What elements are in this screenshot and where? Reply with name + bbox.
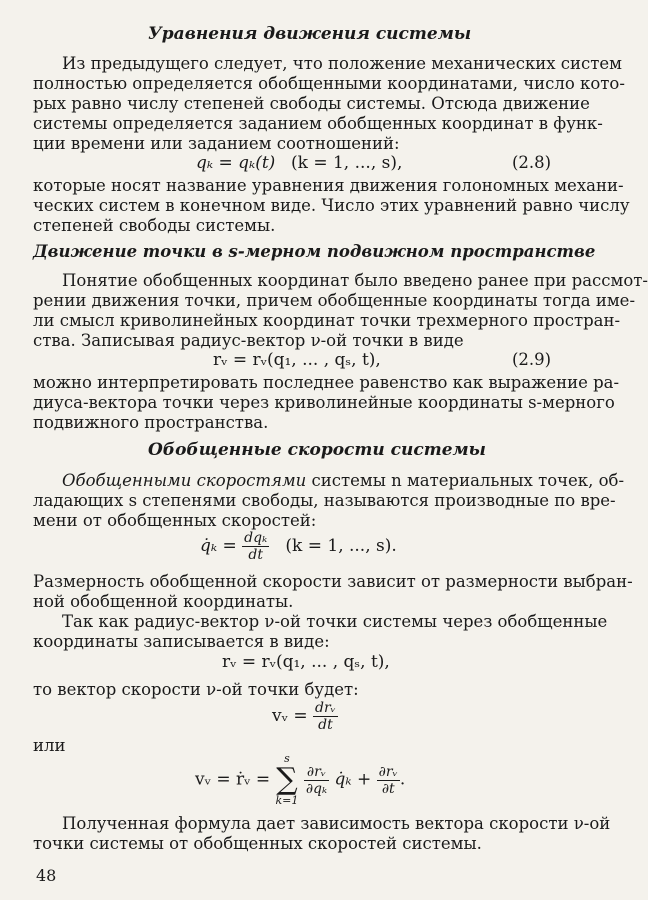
paragraph-line: подвижного пространства. bbox=[33, 413, 269, 432]
equation-number-2-9: (2.9) bbox=[512, 350, 552, 369]
equation-velocity bbox=[272, 700, 338, 733]
equation-number-2-8: (2.8) bbox=[512, 153, 552, 172]
defined-term: Обобщенными скоростями bbox=[62, 471, 307, 490]
section-heading-generalized-velocities: Обобщенные скорости системы bbox=[148, 440, 486, 460]
paragraph-line: можно интерпретировать последнее равенство как выражение ра- bbox=[33, 373, 620, 392]
paragraph-line: ства. Записывая радиус-вектор ν-ой точки в виде bbox=[33, 331, 464, 350]
paragraph-line: ческих систем в конечном виде. Число этих уравнений равно числу bbox=[33, 196, 630, 215]
paragraph-line: Так как радиус-вектор ν-ой точки системы через обобщенные bbox=[62, 612, 608, 631]
equation-condition: (k = 1, ..., s). bbox=[285, 536, 397, 556]
paragraph-line: Размерность обобщенной скорости зависит от размерности выбран- bbox=[33, 572, 633, 591]
section-heading-point-motion: Движение точки в s-мерном подвижном пространстве bbox=[33, 242, 596, 261]
fraction-denominator: dt bbox=[248, 547, 263, 563]
paragraph-line: диуса-вектора точки через криволинейные координаты s-мерного bbox=[33, 393, 615, 412]
paragraph-line: полностью определяется обобщенными координатами, число кото- bbox=[33, 74, 625, 93]
equation-2-8-condition: (k = 1, ..., s), bbox=[291, 153, 403, 173]
fraction bbox=[313, 700, 338, 733]
paragraph-line: ции времени или заданием соотношений: bbox=[33, 134, 400, 153]
equation-radius-vector: rᵥ = rᵥ(q₁, ... , qₛ, t), bbox=[222, 652, 390, 672]
paragraph-line: рении движения точки, причем обобщенные координаты тогда име- bbox=[33, 291, 636, 310]
paragraph-line: координаты записывается в виде: bbox=[33, 632, 330, 651]
fraction-numerator: drᵥ bbox=[315, 700, 336, 716]
equation-2-8: qₖ = qₖ(t) bbox=[196, 153, 276, 173]
paragraph-line: Полученная формула дает зависимость вектора скорости ν-ой bbox=[62, 814, 611, 833]
paragraph-line: рых равно числу степеней свободы системы. Отсюда движение bbox=[33, 94, 590, 113]
paragraph-line: степеней свободы системы. bbox=[33, 216, 276, 235]
fraction bbox=[242, 530, 269, 563]
sum-upper-limit: s bbox=[284, 752, 290, 765]
equation-lhs: q̇ₖ = bbox=[200, 536, 237, 556]
equation-2-9: rᵥ = rᵥ(q₁, ... , qₛ, t), bbox=[213, 350, 381, 370]
fraction-denominator: ∂t bbox=[381, 780, 395, 797]
fraction-numerator: ∂rᵥ bbox=[304, 764, 329, 781]
sum-symbol: ∑ bbox=[276, 762, 298, 797]
equation-generalized-velocity bbox=[200, 530, 397, 563]
summation bbox=[276, 752, 299, 808]
fraction-numerator: ∂rᵥ bbox=[378, 763, 398, 780]
paragraph-line bbox=[62, 471, 625, 491]
paragraph-line: то вектор скорости ν-ой точки будет: bbox=[33, 680, 359, 699]
paragraph-line: точки системы от обобщенных скоростей системы. bbox=[33, 834, 482, 853]
paragraph-line: мени от обобщенных скоростей: bbox=[33, 511, 317, 530]
paragraph-line: которые носят название уравнения движения голономных механи- bbox=[33, 176, 624, 195]
equation-term: q̇ₖ + bbox=[334, 769, 372, 790]
equation-lhs: vᵥ = bbox=[272, 706, 308, 726]
paragraph-line: ной обобщенной координаты. bbox=[33, 592, 294, 611]
equation-end: . bbox=[399, 769, 406, 790]
fraction-denominator: ∂qₖ bbox=[305, 780, 328, 797]
section-heading-equations-of-motion: Уравнения движения системы bbox=[148, 24, 472, 44]
page-number: 48 bbox=[36, 866, 57, 885]
fraction-numerator: dqₖ bbox=[244, 530, 268, 546]
paragraph-line: или bbox=[33, 736, 66, 755]
paragraph-line: системы определяется заданием обобщенных координат в функ- bbox=[33, 114, 603, 133]
fraction bbox=[377, 764, 400, 797]
paragraph-line: ладающих s степенями свободы, называются производные по вре- bbox=[33, 491, 616, 510]
equation-velocity-expansion bbox=[195, 752, 405, 808]
fraction bbox=[304, 764, 329, 797]
paragraph-line: Из предыдущего следует, что положение механических систем bbox=[62, 54, 623, 73]
fraction-denominator: dt bbox=[318, 717, 333, 733]
paragraph-line: Понятие обобщенных координат было введено ранее при рассмот- bbox=[62, 271, 648, 290]
paragraph-line: ли смысл криволинейных координат точки трехмерного простран- bbox=[33, 311, 621, 330]
equation-lhs: vᵥ = ṙᵥ = bbox=[195, 769, 271, 790]
paragraph-text: системы n материальных точек, об- bbox=[306, 471, 625, 490]
sum-lower-limit: k=1 bbox=[275, 794, 299, 807]
